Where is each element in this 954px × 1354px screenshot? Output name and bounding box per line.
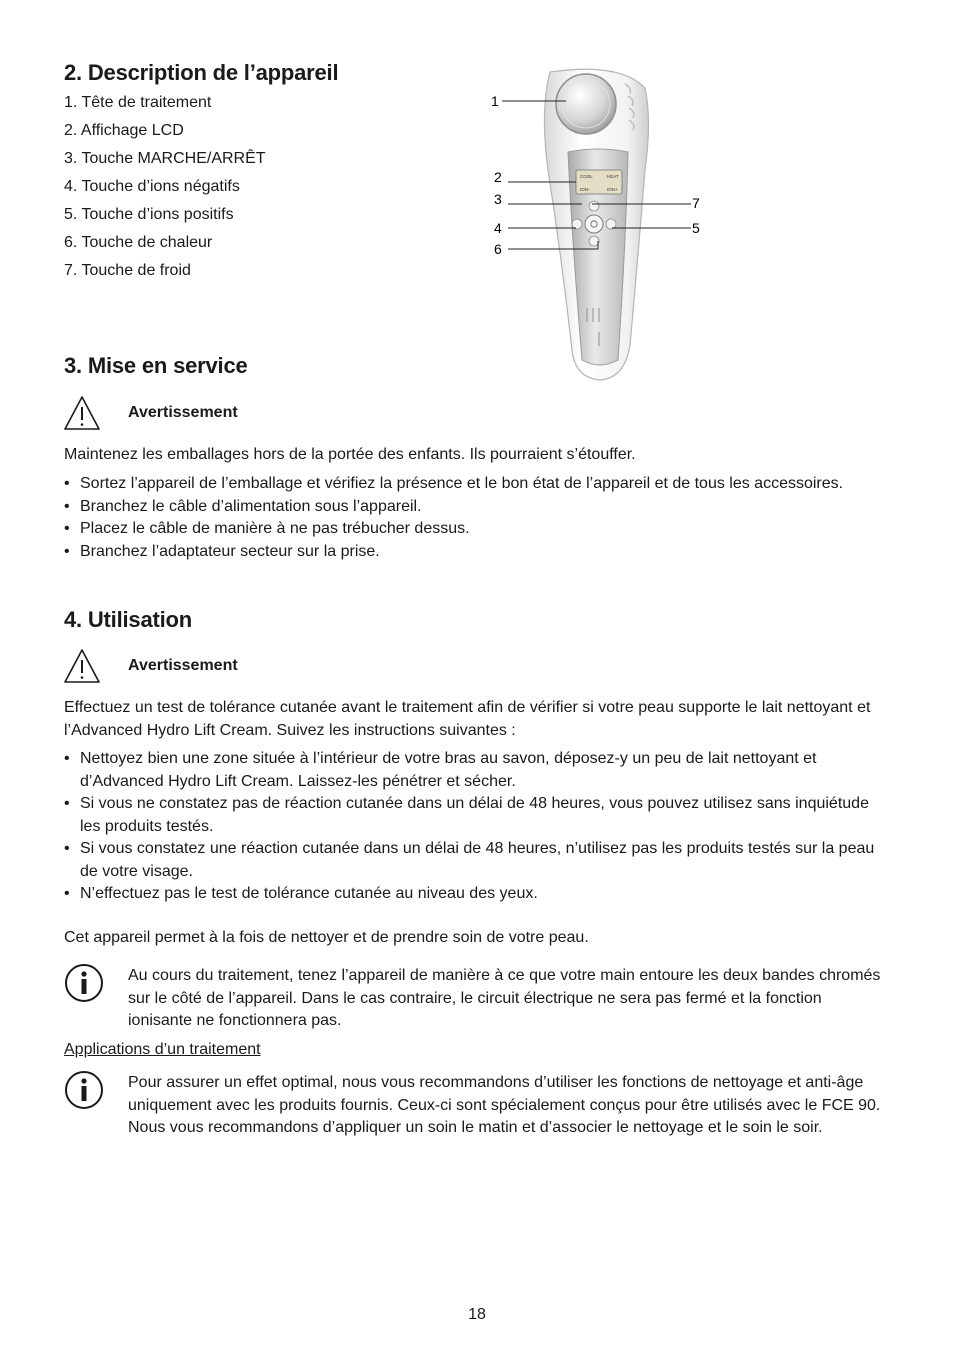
section-3-intro: Maintenez les emballages hors de la portée des enfants. Ils pourraient s’étouffer. xyxy=(64,446,636,463)
section-4-list xyxy=(64,748,888,906)
info-icon xyxy=(64,1070,104,1110)
list-item: 6. Touche de chaleur xyxy=(64,234,213,251)
neg-ion-button xyxy=(572,219,582,229)
list-item: 5. Touche d’ions positifs xyxy=(64,206,234,223)
info-icon xyxy=(64,963,104,1003)
list-item: • Branchez le câble d’alimentation sous l’appareil. xyxy=(64,496,874,519)
info-paragraph: Pour assurer un effet optimal, nous vous recommandons d’utiliser les fonctions de nettoyage et anti-âge uniquement avec les produits fournis. Ceux-ci sont spécialement conçus pour être utilisés avec le FCE 90. xyxy=(128,1074,881,1114)
list-item: 1. Tête de traitement xyxy=(64,94,212,111)
warning-row xyxy=(62,647,238,685)
callout-number: 6 xyxy=(494,241,502,257)
section-4-intro: Effectuez un test de tolérance cutanée avant le traitement afin de vérifier si votre peau supporte le lait nettoyant et l’Advanced Hydro Lift Cream. Suivez les instructions suivantes : xyxy=(64,699,871,739)
warning-row xyxy=(62,394,238,432)
lcd-ion-plus-label: ION+ xyxy=(607,187,618,192)
list-item: • Si vous constatez une réaction cutanée dans un délai de 48 heures, n’utilisez pas les produits testés sur la peau de votre visage. xyxy=(64,838,888,883)
section-3-title: 3. Mise en service xyxy=(64,353,248,378)
pos-ion-button xyxy=(606,219,616,229)
heat-button xyxy=(589,236,599,246)
section-4-title: 4. Utilisation xyxy=(64,607,192,632)
parts-list xyxy=(64,92,266,288)
callout-number: 3 xyxy=(494,191,502,207)
warning-label: Avertissement xyxy=(128,404,238,421)
list-item: 3. Touche MARCHE/ARRÊT xyxy=(64,150,266,167)
treatment-head xyxy=(556,74,616,134)
list-item: 2. Affichage LCD xyxy=(64,122,184,139)
callout-number: 4 xyxy=(494,220,502,236)
power-button xyxy=(585,215,603,233)
list-item: • Sortez l’appareil de l’emballage et vérifiez la présence et le bon état de l’appareil et de tous les accessoires. xyxy=(64,473,874,496)
list-item: • Placez le câble de manière à ne pas trébucher dessus. xyxy=(64,518,874,541)
list-item: • Si vous ne constatez pas de réaction cutanée dans un délai de 48 heures, vous pouvez utilisez sans inquiétude les produits testés. xyxy=(64,793,888,838)
lcd-heat-label: HEAT xyxy=(607,174,619,179)
callout-number: 5 xyxy=(692,220,700,236)
info-text-2 xyxy=(128,1072,884,1140)
list-item: • N’effectuez pas le test de tolérance cutanée au niveau des yeux. xyxy=(64,883,888,906)
list-item: • Nettoyez bien une zone située à l’intérieur de votre bras au savon, déposez-y un peu de lait nettoyant et d’Advanced Hydro Lift Cream. Laissez-les pénétrer et sécher. xyxy=(64,748,888,793)
list-item: 4. Touche d’ions négatifs xyxy=(64,178,240,195)
list-item: 7. Touche de froid xyxy=(64,262,191,279)
treatment-applications-heading: Applications d’un traitement xyxy=(64,1041,261,1058)
info-text-1: Au cours du traitement, tenez l’appareil de manière à ce que votre main entoure les deux bandes chromés sur le côté de l’appareil. Dans le cas contraire, le circuit électrique ne sera pas fermé et la fonction ionisante ne fonctionnera pas. xyxy=(128,967,881,1029)
callout-number: 7 xyxy=(692,195,700,211)
section-2-title: 2. Description de l’appareil xyxy=(64,60,339,85)
warning-label: Avertissement xyxy=(128,657,238,674)
lcd-ion-minus-label: ION- xyxy=(580,187,590,192)
purpose-text: Cet appareil permet à la fois de nettoyer et de prendre soin de votre peau. xyxy=(64,929,589,946)
info-paragraph: Nous vous recommandons d’appliquer un soin le matin et d’associer le nettoyage et le soin le soir. xyxy=(128,1119,823,1136)
callout-number: 1 xyxy=(491,93,499,109)
cool-button xyxy=(589,201,599,211)
callout-number: 2 xyxy=(494,169,502,185)
section-3-list xyxy=(64,473,874,563)
list-item: • Branchez l’adaptateur secteur sur la prise. xyxy=(64,541,874,564)
page-number: 18 xyxy=(468,1306,486,1323)
lcd-cool-label: COOL xyxy=(580,174,593,179)
warning-triangle-icon xyxy=(62,647,102,685)
warning-triangle-icon xyxy=(62,394,102,432)
device-illustration xyxy=(480,60,720,390)
